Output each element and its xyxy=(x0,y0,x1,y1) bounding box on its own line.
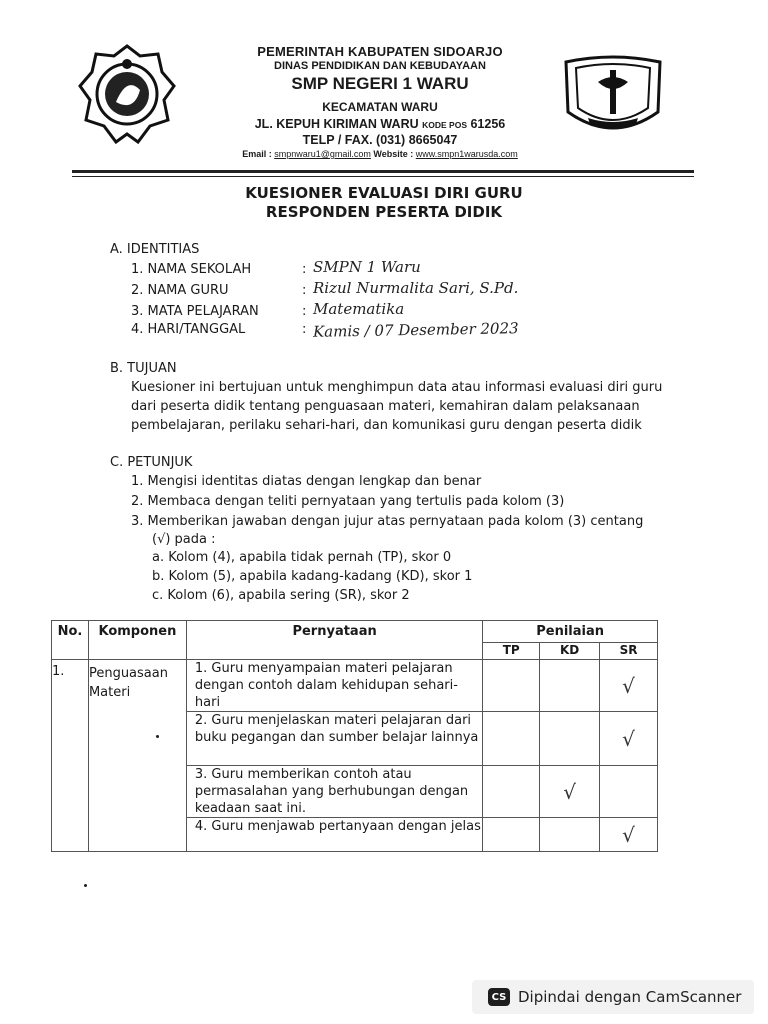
header-penilaian: Penilaian xyxy=(483,621,658,643)
letterhead-address: JL. KEPUH KIRIMAN WARU xyxy=(254,117,419,131)
cell-tp xyxy=(483,766,540,818)
evaluation-table xyxy=(51,620,658,852)
letterhead-contact-line xyxy=(200,149,560,159)
identitas-colon: : xyxy=(302,322,307,337)
letterhead-kode-pos: 61256 xyxy=(470,117,506,131)
letterhead-district: KECAMATAN WARU xyxy=(322,100,438,114)
scan-speck xyxy=(156,735,159,738)
pernyataan-cell: 4. Guru menjawab pertanyaan dengan jelas xyxy=(186,818,482,852)
school-logo xyxy=(558,52,668,140)
section-petunjuk-heading: C. PETUNJUK xyxy=(110,455,193,470)
letterhead-rule-thick xyxy=(72,170,694,173)
header-no: No. xyxy=(52,621,89,660)
identitas-colon: : xyxy=(302,283,307,298)
petunjuk-item-3: 3. Memberikan jawaban dengan jujur atas pernyataan pada kolom (3) centang xyxy=(131,514,644,529)
letterhead-address-line xyxy=(200,117,560,131)
letterhead-email-label: Email : xyxy=(242,149,272,159)
pernyataan-cell: 2. Guru menjelaskan materi pelajaran dari buku pegangan dan sumber belajar lainnya xyxy=(186,712,482,766)
cell-kd xyxy=(540,660,600,712)
petunjuk-subitem-a: a. Kolom (4), apabila tidak pernah (TP), skor 0 xyxy=(152,550,452,565)
letterhead xyxy=(200,44,560,159)
letterhead-government: PEMERINTAH KABUPATEN SIDOARJO xyxy=(257,44,503,59)
table-row xyxy=(52,660,658,712)
cell-tp xyxy=(483,818,540,852)
identitas-colon: : xyxy=(302,262,307,277)
petunjuk-subitem-c: c. Kolom (6), apabila sering (SR), skor 2 xyxy=(152,588,410,603)
cell-kd xyxy=(540,818,600,852)
row-komponen: Penguasaan Materi xyxy=(88,660,186,852)
camscanner-icon: CS xyxy=(488,988,510,1006)
check-mark-sr: √ xyxy=(600,712,658,766)
check-mark-sr: √ xyxy=(600,818,658,852)
header-komponen: Komponen xyxy=(88,621,186,660)
letterhead-website: www.smpn1warusda.com xyxy=(415,149,518,159)
identitas-label-guru: 2. NAMA GURU xyxy=(131,283,229,298)
letterhead-email: smpnwaru1@gmail.com xyxy=(274,149,371,159)
identitas-label-tanggal: 4. HARI/TANGGAL xyxy=(131,322,246,337)
cell-tp xyxy=(483,712,540,766)
pernyataan-cell: 3. Guru memberikan contoh atau permasalahan yang berhubungan dengan keadaan saat ini. xyxy=(186,766,482,818)
letterhead-phone: TELP / FAX. (031) 8665047 xyxy=(302,133,458,147)
section-tujuan-text: Kuesioner ini bertujuan untuk menghimpun data atau informasi evaluasi diri guru dari peserta didik tentang penguasaan materi, kemahiran dalam pelaksanaan pembelajaran, perilaku sehari-hari, dan komunikasi guru dengan peserta didik xyxy=(131,380,663,433)
petunjuk-item-1: 1. Mengisi identitas diatas dengan lengkap dan benar xyxy=(131,474,482,489)
cell-kd xyxy=(540,712,600,766)
letterhead-department: DINAS PENDIDIKAN DAN KEBUDAYAAN xyxy=(274,60,486,72)
header-kd: KD xyxy=(540,643,600,660)
letterhead-website-label: Website : xyxy=(373,149,414,159)
cell-sr xyxy=(600,766,658,818)
petunjuk-item-2: 2. Membaca dengan teliti pernyataan yang tertulis pada kolom (3) xyxy=(131,494,565,509)
identitas-value-sekolah: SMPN 1 Waru xyxy=(313,258,421,276)
identitas-value-mapel: Matematika xyxy=(313,300,405,318)
check-mark-sr: √ xyxy=(600,660,658,712)
camscanner-watermark xyxy=(472,980,754,1014)
check-mark-kd: √ xyxy=(540,766,600,818)
document-title: KUESIONER EVALUASI DIRI GURU xyxy=(245,184,523,202)
row-number: 1. xyxy=(52,660,89,852)
header-tp: TP xyxy=(483,643,540,660)
document-subtitle: RESPONDEN PESERTA DIDIK xyxy=(265,203,503,221)
identitas-label-mapel: 3. MATA PELAJARAN xyxy=(131,304,259,319)
scan-speck xyxy=(84,884,87,887)
letterhead-kode-pos-label: KODE POS xyxy=(422,120,467,130)
letterhead-rule-thin xyxy=(72,176,694,177)
identitas-label-sekolah: 1. NAMA SEKOLAH xyxy=(131,262,252,277)
regency-seal-logo xyxy=(78,42,176,146)
camscanner-text: Dipindai dengan CamScanner xyxy=(518,988,742,1006)
petunjuk-subitem-b: b. Kolom (5), apabila kadang-kadang (KD), skor 1 xyxy=(152,569,473,584)
letterhead-school-name: SMP NEGERI 1 WARU xyxy=(291,74,469,93)
identitas-colon: : xyxy=(302,304,307,319)
section-tujuan-heading: B. TUJUAN xyxy=(110,361,177,376)
cell-tp xyxy=(483,660,540,712)
identitas-value-guru: Rizul Nurmalita Sari, S.Pd. xyxy=(313,279,519,297)
petunjuk-item-3-cont: (√) pada : xyxy=(152,532,216,547)
identitas-value-tanggal: Kamis / 07 Desember 2023 xyxy=(312,319,519,341)
header-pernyataan: Pernyataan xyxy=(186,621,482,660)
pernyataan-cell: 1. Guru menyampaian materi pelajaran dengan contoh dalam kehidupan sehari-hari xyxy=(186,660,482,712)
section-identitas-heading: A. IDENTITIAS xyxy=(110,242,200,257)
header-sr: SR xyxy=(600,643,658,660)
